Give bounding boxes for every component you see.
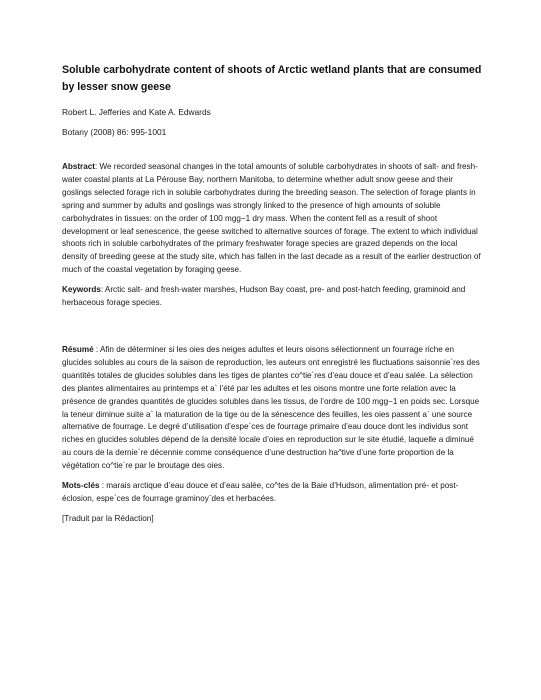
section-gap xyxy=(62,317,482,344)
abstract-label: Abstract xyxy=(62,162,95,171)
keywords-text: : Arctic salt- and fresh-water marshes, Hudson Bay coast, pre- and post-hatch feeding, graminoid and herbaceous forage species. xyxy=(62,285,466,308)
resume-text: : Afin de déterminer si les oies des neiges adultes et leurs oisons sélectionnent un fourrage riche en glucides solubles au cours de la saison de reproduction, les auteurs ont enregistré les fluctuations saisonnie`res des quantités totales de glucides solubles dans les tiges de plantes co^tie`res d’eau douce et d’eau salée. La sélection des plantes alimentaires au printemps et a` l’été par les adultes et les oisons montre une forte relation avec la présence de grandes quantités de glucides solubles dans les tissus, de l’ordre de 100 mgg−1 en poids sec. Lorsque la teneur diminue suite a` la maturation de la tige ou de la sénescence des feuilles, les oies passent a` une source alternative de fourrage. Le degré d’utilisation d’espe`ces de fourrage primaire d’eau douce dont les individus sont riches en glucides solubles dépend de la densité locale d’oies en reproduction sur le site étudié, laquelle a diminué au cours de la dernie`re décennie comme conséquence d’une destruction ha^tive d’une forte proportion de la végétation co^tie`re par le broutage des oies. xyxy=(62,344,480,471)
article-title: Soluble carbohydrate content of shoots of Arctic wetland plants that are consumed by lesser snow geese xyxy=(62,64,482,93)
motscles-text: : marais arctique d’eau douce et d’eau salée, co^tes de la Baie d’Hudson, alimentation pré- et post-éclosion, espe`ces de fourrage graminoy¨des et herbacées. xyxy=(62,481,459,503)
resume-paragraph xyxy=(62,344,482,473)
translator-note: [Traduit par la Rédaction] xyxy=(62,513,154,523)
keywords-paragraph xyxy=(62,284,482,310)
keywords-label: Keywords xyxy=(62,285,101,295)
document-page xyxy=(62,62,482,525)
abstract-text: : We recorded seasonal changes in the total amounts of soluble carbohydrates in shoots of salt- and fresh-water coastal plants at La Pérouse Bay, northern Manitoba, to determine whether adult snow geese and their goslings selected forage rich in soluble carbohydrates during the breeding season. The selection of forage plants in spring and summer by adults and goslings was strongly linked to the presence of high amounts of soluble carbohydrates in tissues: on the order of 100 mgg−1 dry mass. When the content fell as a result of shoot development or leaf senescence, the geese switched to alternative sources of forage. The extent to which individual shoots rich in soluble carbohydrates of the primary freshwater forage species are grazed depends on the local density of breeding geese at the study site, which has fallen in the last decade as a result of the earlier destruction of much of the coastal vegetation by foraging geese. xyxy=(62,162,481,275)
abstract-paragraph xyxy=(62,161,482,277)
resume-label: Résumé xyxy=(62,344,94,354)
authors-line: Robert L. Jefferies and Kate A. Edwards xyxy=(62,107,211,117)
journal-citation: Botany (2008) 86: 995-1001 xyxy=(62,127,167,137)
motscles-label: Mots-clés xyxy=(62,481,100,491)
motscles-paragraph xyxy=(62,480,482,506)
